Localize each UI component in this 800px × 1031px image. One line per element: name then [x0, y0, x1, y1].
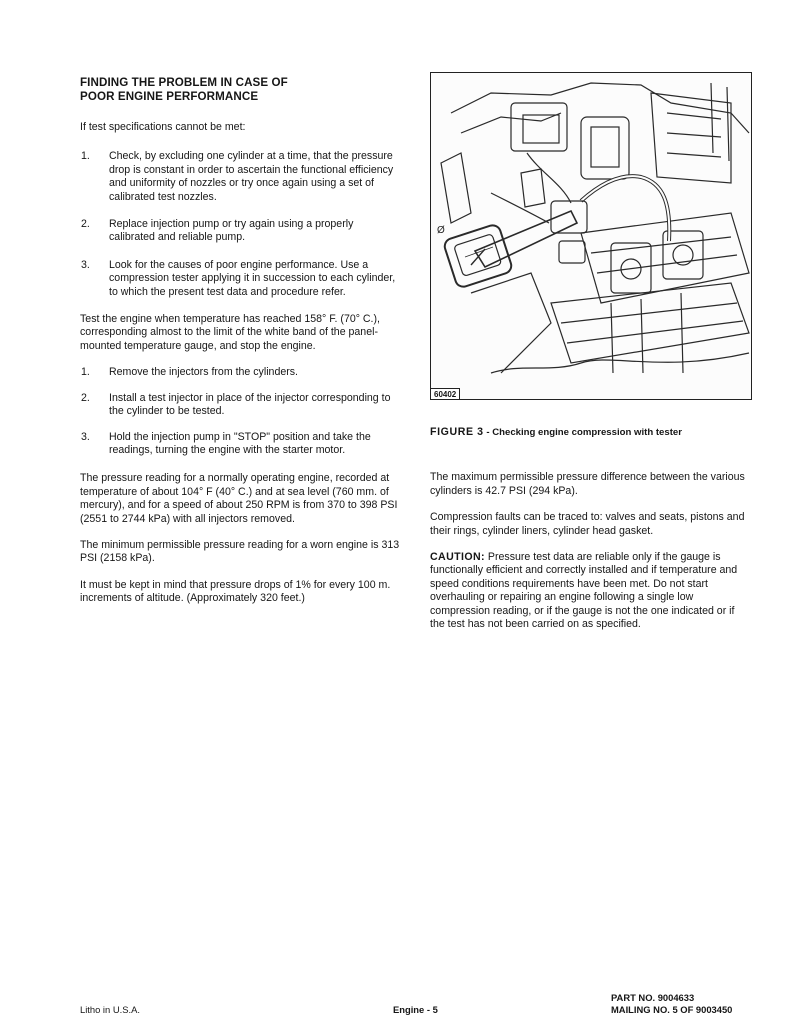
right-column [430, 72, 752, 644]
step-text: Remove the injectors from the cylinders. [109, 366, 298, 379]
figure-marker: Ø [437, 225, 445, 236]
list-item [80, 150, 402, 204]
section-heading [80, 76, 402, 104]
figure-caption-label: FIGURE 3 [430, 426, 484, 438]
test-procedure-steps [80, 366, 402, 457]
footer-part-info [611, 992, 732, 1016]
figure-number: 60402 [431, 388, 460, 399]
figure-caption-text: - Checking engine compression with tester [483, 427, 682, 438]
step-number: 1. [81, 150, 90, 163]
list-item [80, 259, 402, 299]
pressure-reading-paragraph: The pressure reading for a normally operating engine, recorded at temperature of about 104° F (40° C.) and at sea level (760 mm. of mercury), and for a speed of about 250 RPM is from 370 to 398 PSI (2551 to 2744 kPa) with all injectors removed. [80, 472, 398, 525]
list-item [80, 218, 402, 245]
compression-faults-paragraph: Compression faults can be traced to: valves and seats, pistons and their rings, cylinder liners, cylinder head gasket. [430, 511, 745, 537]
test-conditions-paragraph: Test the engine when temperature has reached 158° F. (70° C.), corresponding almost to the limit of the white band of the panel-mounted temperature gauge, and stop the engine. [80, 313, 380, 352]
footer-part-number: PART NO. 9004633 [611, 992, 695, 1003]
step-text: Look for the causes of poor engine performance. Use a compression tester applying it in succession to each cylinder, to which the present test data and procedure refer. [109, 258, 396, 298]
left-column [80, 76, 402, 619]
engine-illustration [431, 73, 752, 400]
step-text: Install a test injector in place of the injector corresponding to the cylinder to be tested. [109, 391, 391, 418]
list-item [80, 366, 402, 379]
caution-label: CAUTION: [430, 551, 485, 564]
step-number: 2. [81, 391, 90, 404]
step-text: Check, by excluding one cylinder at a time, that the pressure drop is constant in order to ascertain the functional efficiency and uniformity of nozzles or try once again using a set of calibrated test nozzles. [109, 150, 394, 203]
intro-text: If test specifications cannot be met: [80, 121, 246, 133]
figure-engine-compression-tester [430, 72, 752, 400]
list-item [80, 431, 402, 458]
heading-line-2: POOR ENGINE PERFORMANCE [80, 90, 259, 103]
footer-litho: Litho in U.S.A. [80, 1004, 140, 1015]
step-text: Replace injection pump or try again using a properly calibrated and reliable pump. [109, 218, 354, 244]
troubleshooting-steps [80, 150, 402, 299]
step-number: 1. [81, 366, 90, 379]
step-number: 3. [81, 258, 90, 271]
figure-caption [430, 426, 752, 439]
caution-text: Pressure test data are reliable only if the gauge is functionally efficient and correctly installed and if temperature and speed conditions requirements have been met. Do not start overhauling or repairing an engine following a single low compression reading, or if the gauge is not the one indicated or if the test has not been carried on as specified. [430, 551, 738, 631]
altitude-paragraph: It must be kept in mind that pressure drops of 1% for every 100 m. increments of altitude. (Approximately 320 feet.) [80, 578, 391, 605]
worn-engine-paragraph: The minimum permissible pressure reading for a worn engine is 313 PSI (2158 kPa). [80, 538, 400, 565]
heading-line-1: FINDING THE PROBLEM IN CASE OF [80, 76, 288, 89]
step-text: Hold the injection pump in "STOP" position and take the readings, turning the engine with the starter motor. [109, 430, 371, 456]
caution-paragraph [430, 551, 752, 631]
max-difference-paragraph: The maximum permissible pressure difference between the various cylinders is 42.7 PSI (294 kPa). [430, 471, 745, 497]
footer-page-number: Engine - 5 [393, 1004, 438, 1015]
step-number: 3. [81, 430, 90, 443]
list-item [80, 392, 402, 419]
step-number: 2. [81, 218, 90, 231]
footer-mailing-number: MAILING NO. 5 OF 9003450 [611, 1004, 733, 1015]
